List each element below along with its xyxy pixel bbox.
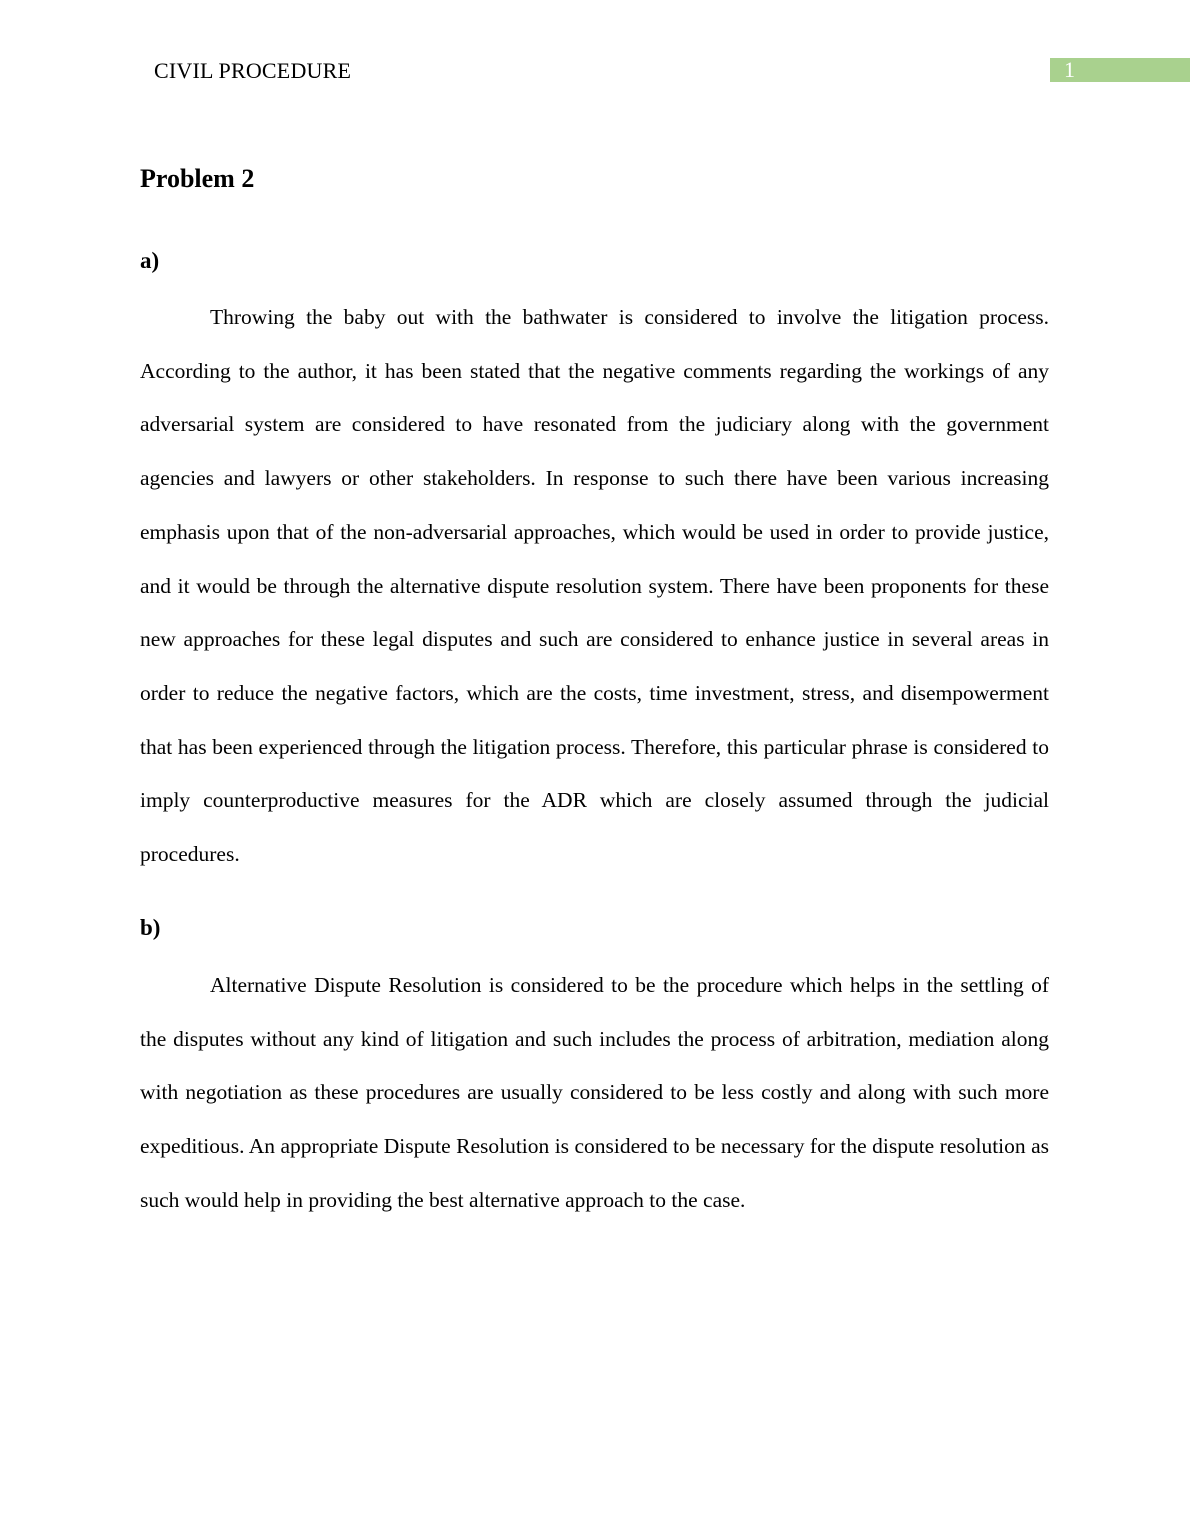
running-header-title: CIVIL PROCEDURE <box>154 58 352 83</box>
section-a-label: a) <box>140 248 160 273</box>
section-b-label: b) <box>140 915 161 940</box>
page-number: 1 <box>1064 57 1075 82</box>
section-b-paragraph: Alternative Dispute Resolution is considered to be the procedure which helps in the settling of the disputes without any kind of litigation and such includes the process of arbitration, mediation along with negotiation as these procedures are usually considered to be less costly and along with such more expeditious. An appropriate Dispute Resolution is considered to be necessary for the dispute resolution as such would help in providing the best alternative approach to the case. <box>140 973 1049 1212</box>
section-a-paragraph: Throwing the baby out with the bathwater is considered to involve the litigation process. According to the author, it has been stated that the negative comments regarding the workings of any adversarial system are considered to have resonated from the judiciary along with the government agencies and lawyers or other stakeholders. In response to such there have been various increasing emphasis upon that of the non-adversarial approaches, which would be used in order to provide justice, and it would be through the alternative dispute resolution system. There have been proponents for these new approaches for these legal disputes and such are considered to enhance justice in several areas in order to reduce the negative factors, which are the costs, time investment, stress, and disempowerment that has been experienced through the litigation process. Therefore, this particular phrase is considered to imply counterproductive measures for the ADR which are closely assumed through the judicial procedures. <box>140 305 1049 867</box>
page-title: Problem 2 <box>140 164 255 193</box>
